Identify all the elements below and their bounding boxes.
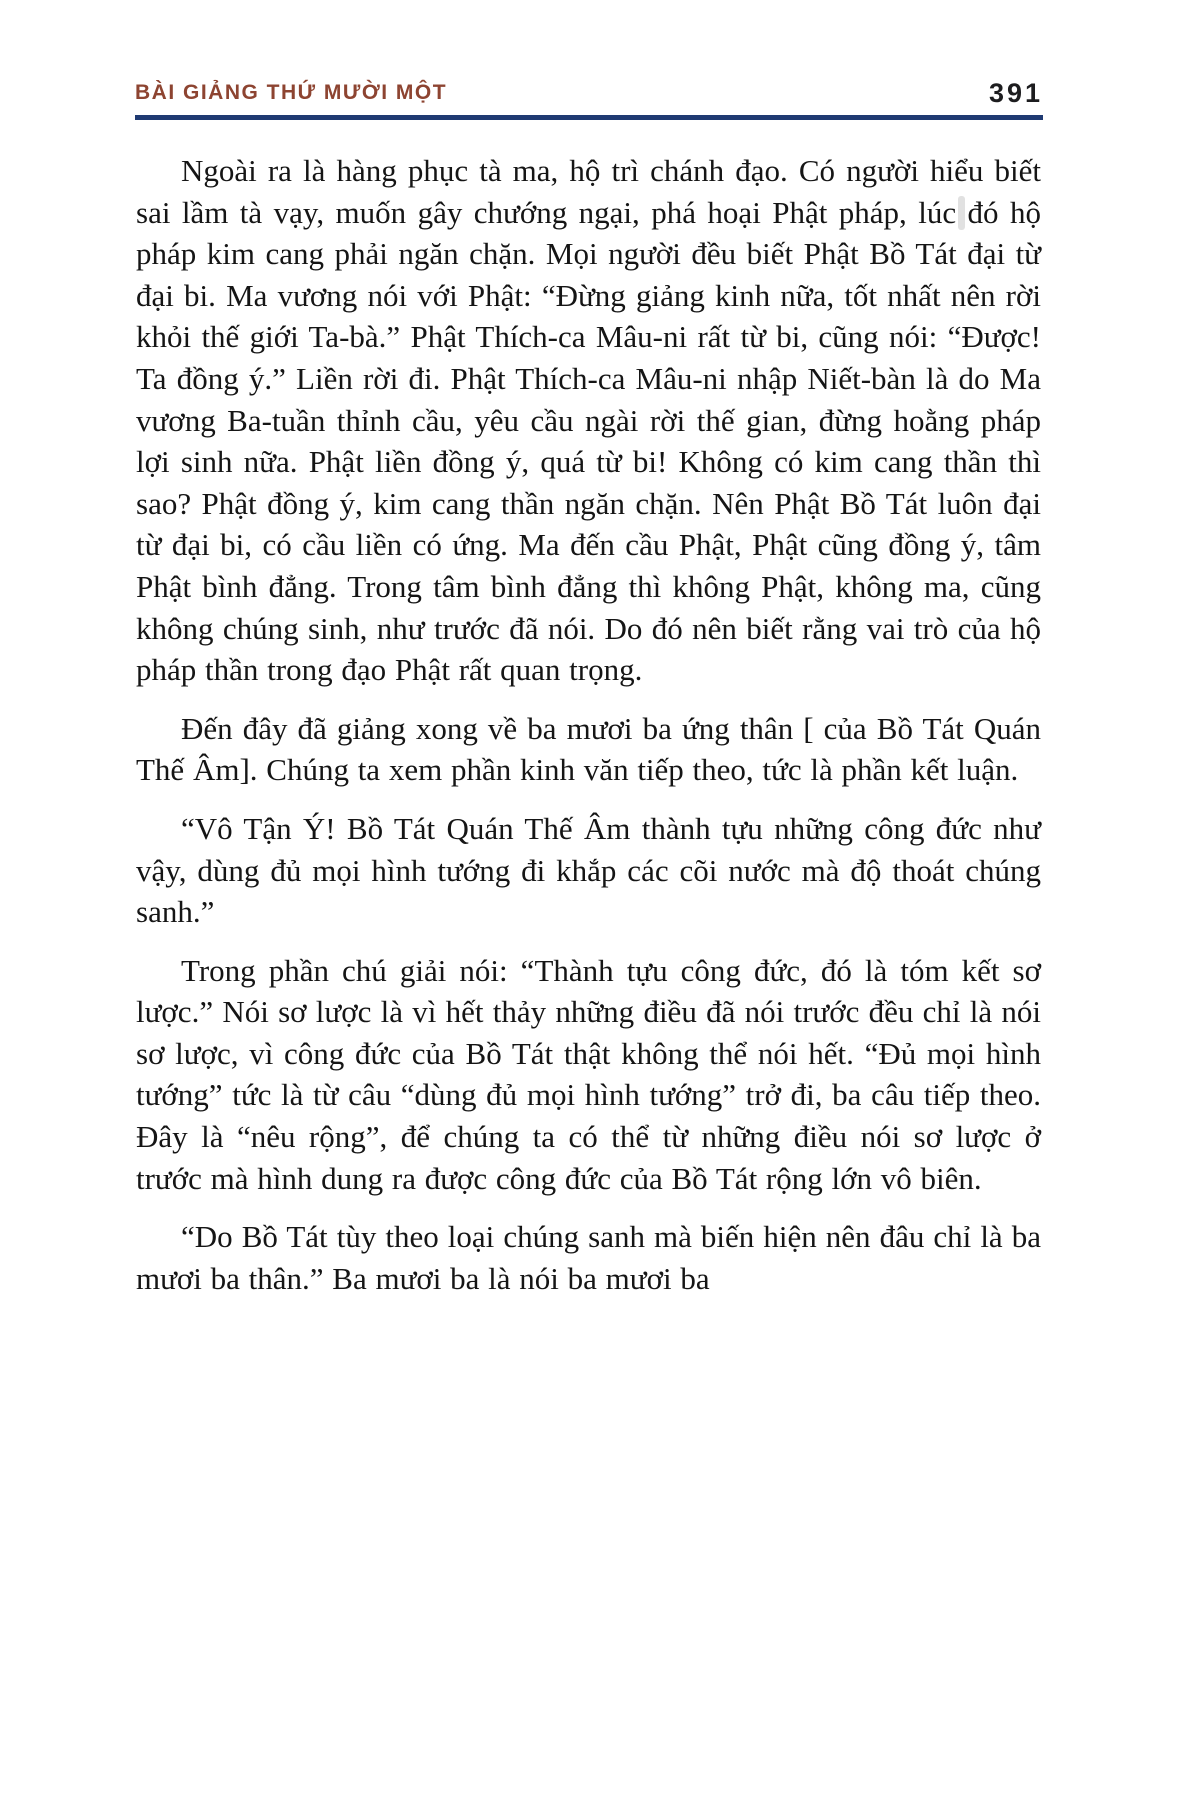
page-header — [135, 78, 1043, 111]
paragraph: “Vô Tận Ý! Bồ Tát Quán Thế Âm thành tựu những công đức như vậy, dùng đủ mọi hình tướng đi khắp các cõi nước mà độ thoát chúng sanh.” — [136, 810, 1041, 930]
paragraph: Ngoài ra là hàng phục tà ma, hộ trì chánh đạo. Có người hiểu biết sai lầm tà vạy, muốn gây chướng ngại, phá hoại Phật pháp, lúc đó hộ pháp kim cang phải ngăn chặn. Mọi người đều biết Phật Bồ Tát đại từ đại bi. Ma vương nói với Phật: “Đừng giảng kinh nữa, tốt nhất nên rời khỏi thế giới Ta-bà.” Phật Thích-ca Mâu-ni rất từ bi, cũng nói: “Được! Ta đồng ý.” Liền rời đi. Phật Thích-ca Mâu-ni nhập Niết-bàn là do Ma vương Ba-tuần thỉnh cầu, yêu cầu ngài rời thế gian, đừng hoằng pháp lợi sinh nữa. Phật liền đồng ý, quá từ bi! Không có kim cang thần thì sao? Phật đồng ý, kim cang thần ngăn chặn. Nên Phật Bồ Tát luôn đại từ đại bi, có cầu liền có ứng. Ma đến cầu Phật, Phật cũng đồng ý, tâm Phật bình đẳng. Trong tâm bình đẳng thì không Phật, không ma, cũng không chúng sinh, như trước đã nói. Do đó nên biết rằng vai trò của hộ pháp thần trong đạo Phật rất quan trọng. — [136, 153, 1041, 688]
page-number: 391 — [988, 78, 1043, 108]
paragraph: Đến đây đã giảng xong về ba mươi ba ứng thân [ của Bồ Tát Quán Thế Âm]. Chúng ta xem phần kinh văn tiếp theo, tức là phần kết luận. — [136, 710, 1041, 788]
paragraph: “Do Bồ Tát tùy theo loại chúng sanh mà biến hiện nên đâu chỉ là ba mươi ba thân.” Ba mươi ba là nói ba mươi ba — [136, 1219, 1041, 1296]
header-rule-divider — [135, 115, 1043, 120]
body-text — [136, 150, 1041, 1316]
chapter-title: BÀI GIẢNG THỨ MƯỜI MỘT — [135, 81, 448, 104]
paragraph: Trong phần chú giải nói: “Thành tựu công đức, đó là tóm kết sơ lược.” Nói sơ lược là vì hết thảy những điều đã nói trước đều chỉ là nói sơ lược, vì công đức của Bồ Tát thật không thể nói hết. “Đủ mọi hình tướng” tức là từ câu “dùng đủ mọi hình tướng” trở đi, ba câu tiếp theo. Đây là “nêu rộng”, để chúng ta có thể từ những điều nói sơ lược ở trước mà hình dung ra được công đức của Bồ Tát rộng lớn vô biên. — [136, 952, 1041, 1196]
